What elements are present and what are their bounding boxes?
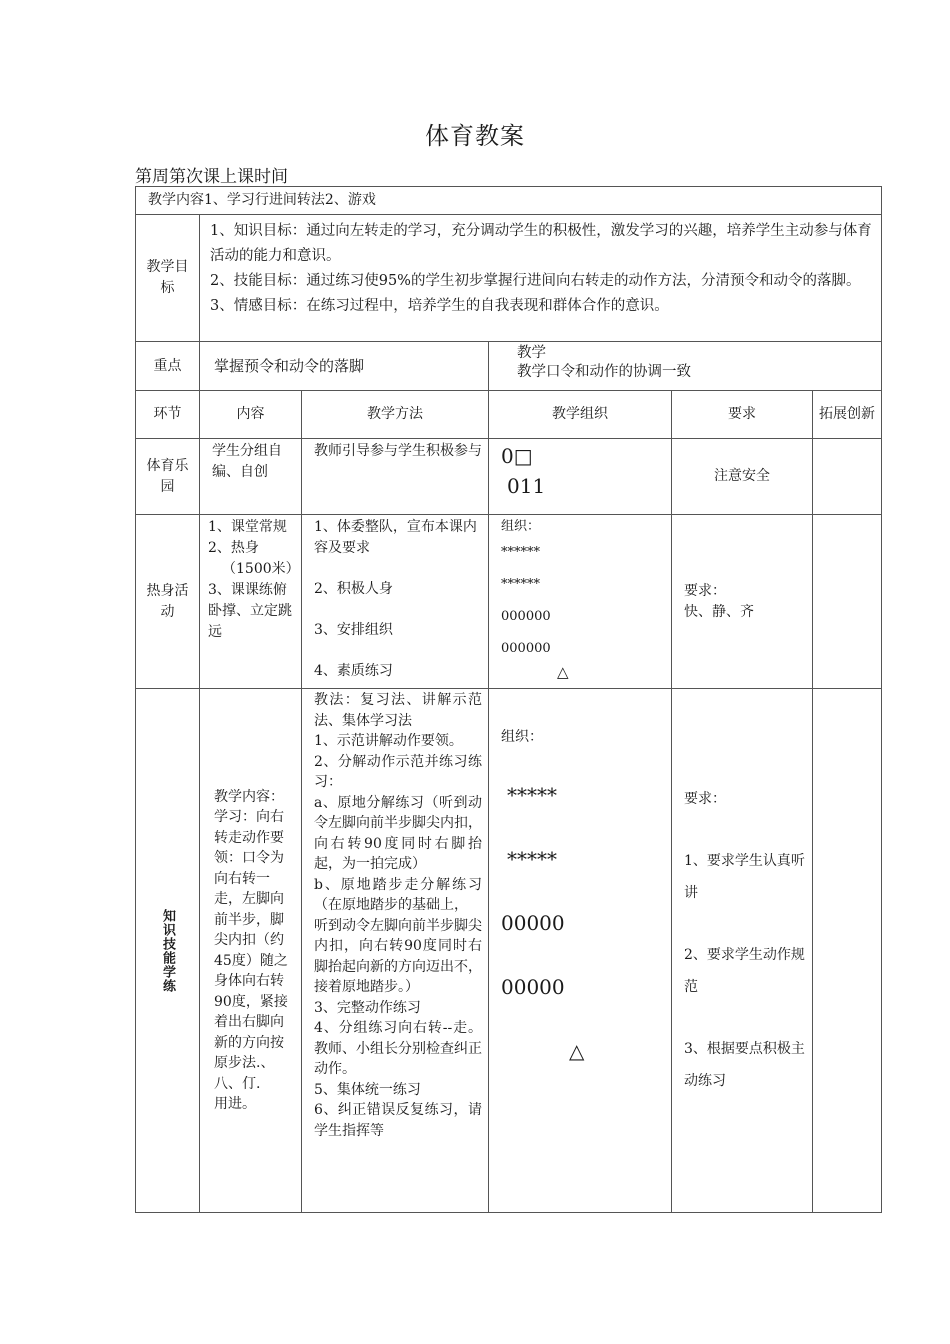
r1-org-line-2: 011 <box>507 474 546 498</box>
r1-method: 教师引导参与学生积极参与 <box>302 439 489 515</box>
header-method: 教学方法 <box>302 391 489 439</box>
r2-method-1: 1、体委整队，宣布本课内容及要求 <box>314 519 477 556</box>
header-organization: 教学组织 <box>489 391 672 439</box>
stage-warmup: 热身活动 <box>136 515 200 689</box>
r2-req-1: 要求： <box>684 582 726 599</box>
r3-org-teacher: △ <box>569 1039 585 1063</box>
r1-organization <box>489 439 672 515</box>
r3-req-1: 要求： <box>684 791 726 807</box>
difficulty-label: 教学 <box>517 345 546 361</box>
r3-org-4: 00000 <box>501 911 565 935</box>
goal-skill: 2、技能目标：通过练习使95%的学生初步掌握行进间向右转走的动作方法，分清预令和动令的落脚。 <box>210 273 861 289</box>
r2-req-2: 快、静、齐 <box>684 603 754 620</box>
r2-org-1: 组织： <box>501 519 541 534</box>
goals-cell <box>200 215 882 342</box>
r3-req-4: 3、根据要点积极主动练习 <box>684 1041 805 1089</box>
difficulty-value: 教学口令和动作的协调一致 <box>517 364 691 380</box>
r2-org-5: 000000 <box>501 641 551 656</box>
r2-org-4: 000000 <box>501 609 551 624</box>
teaching-content-row: 教学内容1、学习行进间转法2、游戏 <box>136 187 882 215</box>
r2-org-3: ****** <box>501 577 540 592</box>
r2-organization <box>489 515 672 689</box>
page-title: 体育教案 <box>425 122 525 150</box>
r3-method-7: 3、完整动作练习 <box>314 999 421 1016</box>
header-extension: 拓展创新 <box>813 391 882 439</box>
r3-method-6: 听到动令左脚向前半步脚尖内扣，向右转90度同时右脚抬起向新的方向迈出不，接着原地踏步。） <box>314 917 482 995</box>
r3-organization <box>489 689 672 1213</box>
r2-org-teacher: △ <box>557 663 569 681</box>
r2-org-2: ****** <box>501 545 540 560</box>
r3-req-3: 2、要求学生动作规范 <box>684 947 805 995</box>
stage-skills-label: 知识技能学练 <box>160 908 175 993</box>
class-info-line: 第周第次课上课时间 <box>135 167 288 187</box>
r3-method-8: 4、分组练习向右转--走。教师、小组长分别检查纠正动作。 <box>314 1020 482 1077</box>
r3-method-5: b、原地踏步走分解练习（在原地踏步的基础上， <box>314 876 482 913</box>
r3-method-10: 6、纠正错误反复练习，请学生指挥等 <box>314 1102 482 1139</box>
r3-method <box>302 689 489 1213</box>
r3-content: 教学内容：学习：向右转走动作要领：口令为向右转一走，左脚向前半步，脚尖内扣（约45度）随之身体向右转90度，紧接着出右脚向新的方向按原步法.、八、仃. 用进。 <box>200 689 302 1213</box>
r2-content-2: 2、热身 <box>208 540 259 556</box>
r2-method-4: 4、素质练习 <box>314 663 393 679</box>
r3-method-1: 教法：复习法、讲解示范法、集体学习法 <box>314 692 482 729</box>
r1-requirement: 注意安全 <box>672 439 813 515</box>
lesson-plan-table <box>135 186 882 1213</box>
r2-method <box>302 515 489 689</box>
difficulty-cell <box>489 342 882 391</box>
r2-extension <box>813 515 882 689</box>
r2-content-4: 3、课课练俯卧撑、立定跳远 <box>208 582 292 640</box>
r3-org-2: ***** <box>507 783 557 807</box>
r3-method-3: 2、分解动作示范并练习练习： <box>314 753 482 790</box>
r2-method-2: 2、积极人身 <box>314 581 393 597</box>
r3-method-4: a、原地分解练习（听到动令左脚向前半步脚尖内扣，向右转90度同时右脚抬起，为一拍完成） <box>314 794 482 872</box>
r3-org-5: 00000 <box>501 975 565 999</box>
r1-content: 学生分组自编、自创 <box>200 439 302 515</box>
r1-org-line-1: 0□ <box>501 444 533 468</box>
goal-emotion: 3、情感目标：在练习过程中，培养学生的自我表现和群体合作的意识。 <box>210 298 669 314</box>
key-point-label: 重点 <box>136 342 200 391</box>
r3-method-2: 1、示范讲解动作要领。 <box>314 733 463 749</box>
stage-skills <box>136 689 200 1213</box>
r3-org-3: ***** <box>507 847 557 871</box>
header-requirement: 要求 <box>672 391 813 439</box>
r3-requirement <box>672 689 813 1213</box>
r2-content <box>200 515 302 689</box>
r2-content-3: （1500米） <box>222 561 300 577</box>
goals-label: 教学目标 <box>136 215 200 342</box>
key-point-value: 掌握预令和动令的落脚 <box>200 342 489 391</box>
r3-method-9: 5、集体统一练习 <box>314 1081 421 1098</box>
stage-sports-park: 体育乐园 <box>136 439 200 515</box>
r3-req-2: 1、要求学生认真听讲 <box>684 853 805 901</box>
r2-requirement <box>672 515 813 689</box>
header-content: 内容 <box>200 391 302 439</box>
r1-extension <box>813 439 882 515</box>
header-stage: 环节 <box>136 391 200 439</box>
r3-extension <box>813 689 882 1213</box>
r3-org-1: 组织： <box>501 729 543 745</box>
r2-method-3: 3、安排组织 <box>314 622 393 638</box>
goal-knowledge: 1、知识目标：通过向左转走的学习，充分调动学生的积极性，激发学习的兴趣，培养学生主动参与体育活动的能力和意识。 <box>210 223 872 264</box>
r2-content-1: 1、课堂常规 <box>208 519 287 535</box>
